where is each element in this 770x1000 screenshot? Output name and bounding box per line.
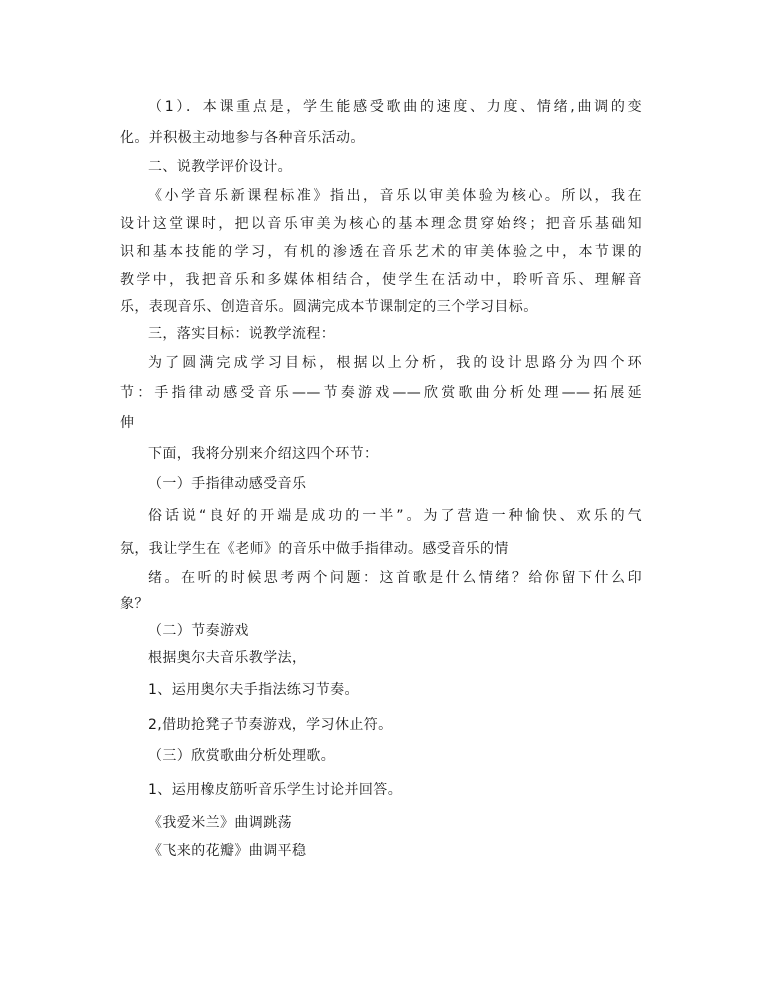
- text-line: 《小学音乐新课程标准》指出，音乐以审美体验为核心。所以，我在: [148, 188, 642, 204]
- section-heading: 三，落实目标：说教学流程：: [148, 326, 336, 342]
- text-line: 下面，我将分别来介绍这四个环节：: [148, 446, 379, 462]
- text-line: 《飞来的花瓣》曲调平稳: [148, 843, 307, 859]
- text-line: 根据奥尔夫音乐教学法，: [148, 650, 307, 666]
- text-line: 绪。在听的时候思考两个问题：这首歌是什么情绪？给你留下什么印: [148, 570, 642, 586]
- text-line: 设计这堂课时，把以音乐审美为核心的基本理念贯穿始终；把音乐基础知: [120, 216, 642, 232]
- text-line: 《我爱米兰》曲调跳荡: [148, 815, 292, 831]
- text-line: 象？: [120, 596, 149, 612]
- list-item: 1、运用奥尔夫手指法练习节奏。: [148, 682, 359, 698]
- list-item: 2,借助抢凳子节奏游戏，学习休止符。: [148, 717, 393, 733]
- text-line: 节：手指律动感受音乐——节奏游戏——欣赏歌曲分析处理——拓展延: [120, 385, 642, 401]
- text-line: 乐，表现音乐、创造音乐。圆满完成本节课制定的三个学习目标。: [120, 299, 538, 315]
- text-line: 识和基本技能的学习，有机的渗透在音乐艺术的审美体验之中，本节课的: [120, 244, 642, 260]
- list-item: 1、运用橡皮筋听音乐学生讨论并回答。: [148, 782, 403, 798]
- text-line: 氛，我让学生在《老师》的音乐中做手指律动。感受音乐的情: [120, 541, 509, 557]
- text-line: （1）．本课重点是，学生能感受歌曲的速度、力度、情绪,曲调的变: [148, 99, 642, 115]
- subsection-heading: （三）欣赏歌曲分析处理歌。: [148, 748, 336, 764]
- section-heading: 二、说教学评价设计。: [148, 159, 292, 175]
- text-line: 伸: [120, 415, 135, 431]
- text-line: 化。并积极主动地参与各种音乐活动。: [120, 130, 365, 146]
- subsection-heading: （二）节奏游戏: [148, 623, 249, 639]
- subsection-heading: （一）手指律动感受音乐: [148, 476, 307, 492]
- text-line: 俗话说“良好的开端是成功的一半”。为了营造一种愉快、欢乐的气: [148, 508, 642, 524]
- text-line: 教学中，我把音乐和多媒体相结合，使学生在活动中，聆听音乐、理解音: [120, 272, 642, 288]
- text-line: 为了圆满完成学习目标，根据以上分析，我的设计思路分为四个环: [148, 355, 642, 371]
